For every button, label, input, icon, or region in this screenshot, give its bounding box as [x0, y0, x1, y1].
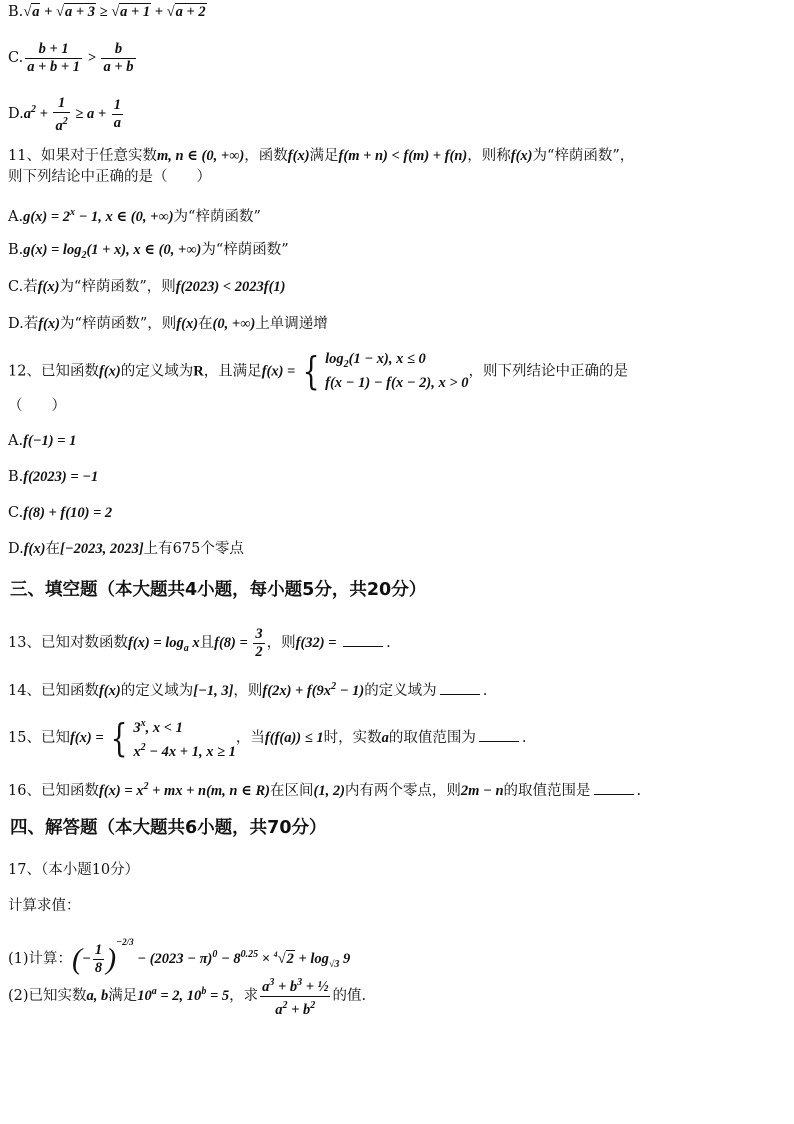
section-heading-solutions: 四、解答题（本大题共6小题，共70分） [10, 818, 327, 838]
option-label: C. [8, 50, 24, 66]
question-11-line2: 则下列结论中正确的是（ ） [8, 169, 211, 185]
piecewise: $\log_2(1 - x)$, x ≤ 0 f(x − 1) − f(x − 2), x > 0 [325, 351, 469, 391]
question-11-option-a: $A.g(x) = 2^x - 1$, x ∈ (0, +∞)为“梓荫函数” [8, 207, 261, 225]
question-12-option-b: B.f(2023) = −1 [8, 469, 99, 485]
question-12-stem: 12、已知函数f(x)的定义域为R，且满足f(x) = { $\log_2(1 - x)$, x ≤ 0 f(x − 1) − f(x − 2), x > 0 ，则下列结论中正确的是 [8, 349, 628, 394]
answer-blank[interactable] [343, 634, 383, 647]
brace: { [110, 715, 128, 760]
question-11-option-b: $B.g(x) = \log_2(1 + x)$, x ∈ (0, +∞)为“梓荫函数” [8, 242, 289, 261]
question-17-part-1: (1)计算：(− $\frac{1}{8}$ )$^{-2/3} - (2023 - \pi)^0 - 8^{0.25} \times ^4√2 + \log_{√3} 9$ [8, 937, 351, 977]
question-16: 16、已知函数$f(x) = x^2$ + mx + n(m, n ∈ R)在区间(1, 2)内有两个零点，则2m − n的取值范围是 . [8, 781, 642, 799]
option-c [8, 40, 784, 76]
answer-blank[interactable] [440, 682, 480, 695]
option-b [8, 2, 784, 22]
answer-blank[interactable] [479, 729, 519, 742]
option-label: B. [8, 4, 24, 20]
question-11-option-c: C.若f(x)为“梓荫函数”，则f(2023) < 2023f(1) [8, 279, 286, 295]
question-11-stem: 11、如果对于任意实数m, n ∈ (0, +∞)，函数f(x)满足f(m + n) < f(m) + f(n)，则称f(x)为“梓荫函数”， [8, 148, 635, 164]
question-12-line2: （ ） [8, 398, 66, 414]
question-14: 14、已知函数f(x)的定义域为[−1, 3]，则$f(2x) + f(9x^2 - 1)$的定义域为 . [8, 681, 488, 699]
question-17-part-2: (2)已知实数a, b满足$10^a = 2$, $10^b = 5$，求 $\frac{a^3 + b^3 + \frac{1}{2}}{a^2 + b^2}$ 的值. [8, 970, 784, 1019]
piecewise: 3$^x$, x < 1 $x^2 - 4x + 1$, x ≥ 1 [133, 718, 236, 760]
option-label: D. [8, 105, 24, 122]
formula: $\frac{b + 1}{a + b + 1}$ > $\frac{b}{a + b}$ [27, 41, 134, 76]
question-15: 15、已知f(x) = { 3$^x$, x < 1 $x^2 - 4x + 1$, x ≥ 1 ，当f(f(a)) ≤ 1时，实数a的取值范围为 . [8, 715, 527, 760]
option-d [8, 92, 784, 134]
section-heading-fill-in: 三、填空题（本大题共4小题，每小题5分，共20分） [10, 580, 427, 600]
question-12-option-d: D.f(x)在[−2023, 2023]上有675个零点 [8, 541, 244, 557]
question-17-title: 17、（本小题10分） [8, 862, 140, 878]
brace: { [302, 349, 320, 394]
answer-blank[interactable] [594, 782, 634, 795]
question-13: 13、已知对数函数$f(x) = \log_a x$且f(8) = $\frac{3}{2}$ ，则f(32) = . [8, 626, 391, 661]
question-17-prompt: 计算求值： [8, 898, 81, 914]
question-12-option-a: A.f(−1) = 1 [8, 433, 77, 449]
question-12-option-c: C.f(8) + f(10) = 2 [8, 505, 113, 521]
formula: √a + √a + 3 ≥ √a + 1 + √a + 2 [23, 4, 206, 20]
formula: $a^2$ + $\frac{1}{a^2}$ ≥ a + $\frac{1}{a}$ [23, 94, 121, 134]
question-11-option-d: D.若f(x)为“梓荫函数”，则f(x)在(0, +∞)上单调递增 [8, 316, 328, 332]
